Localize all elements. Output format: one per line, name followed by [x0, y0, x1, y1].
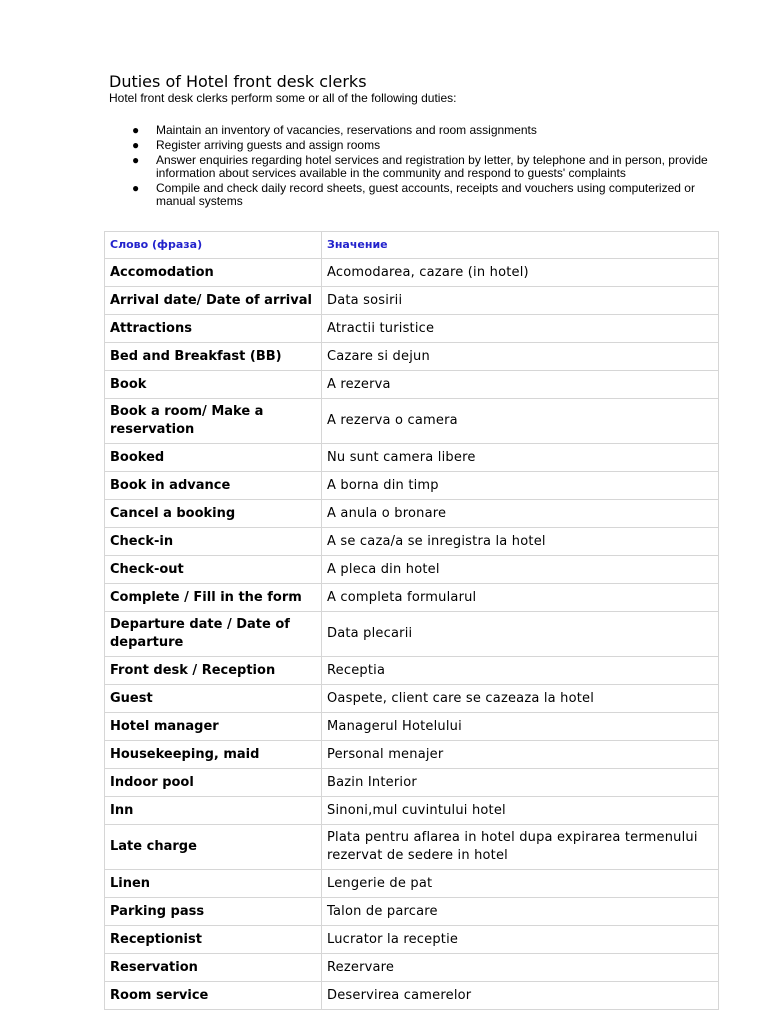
- bullet-icon: ●: [132, 153, 140, 167]
- page-title: Duties of Hotel front desk clerks: [109, 72, 367, 91]
- meaning-cell: Personal menajer: [322, 741, 719, 769]
- duty-text: Register arriving guests and assign rooms: [156, 138, 381, 152]
- meaning-cell: Lucrator la receptie: [322, 926, 719, 954]
- list-item: [109, 139, 709, 152]
- meaning-cell: A borna din timp: [322, 472, 719, 500]
- duties-list: [109, 124, 709, 210]
- table-row: [105, 870, 719, 898]
- term-cell: Front desk / Reception: [105, 657, 322, 685]
- table-row: [105, 954, 719, 982]
- table-row: [105, 926, 719, 954]
- term-cell: Departure date / Date of departure: [105, 612, 322, 657]
- term-cell: Book in advance: [105, 472, 322, 500]
- meaning-cell: Lengerie de pat: [322, 870, 719, 898]
- meaning-cell: Rezervare: [322, 954, 719, 982]
- term-cell: Guest: [105, 685, 322, 713]
- meaning-cell: Data sosirii: [322, 287, 719, 315]
- meaning-cell: Receptia: [322, 657, 719, 685]
- meaning-cell: A anula o bronare: [322, 500, 719, 528]
- term-cell: Hotel manager: [105, 713, 322, 741]
- term-cell: Book: [105, 371, 322, 399]
- meaning-cell: Cazare si dejun: [322, 343, 719, 371]
- table-row: [105, 500, 719, 528]
- table-row: [105, 287, 719, 315]
- term-cell: Reservation: [105, 954, 322, 982]
- term-cell: Inn: [105, 797, 322, 825]
- table-row: [105, 982, 719, 1010]
- term-cell: Book a room/ Make a reservation: [105, 399, 322, 444]
- table-row: [105, 657, 719, 685]
- meaning-cell: Bazin Interior: [322, 769, 719, 797]
- table-row: [105, 685, 719, 713]
- term-cell: Housekeeping, maid: [105, 741, 322, 769]
- term-cell: Linen: [105, 870, 322, 898]
- term-cell: Check-out: [105, 556, 322, 584]
- term-cell: Arrival date/ Date of arrival: [105, 287, 322, 315]
- term-cell: Booked: [105, 444, 322, 472]
- meaning-cell: A completa formularul: [322, 584, 719, 612]
- table-row: [105, 444, 719, 472]
- term-cell: Complete / Fill in the form: [105, 584, 322, 612]
- vocabulary-table: [104, 231, 719, 1010]
- list-item: [109, 154, 709, 180]
- table-row: [105, 399, 719, 444]
- intro-text: Hotel front desk clerks perform some or all of the following duties:: [109, 91, 457, 105]
- table-row: [105, 315, 719, 343]
- list-item: [109, 124, 709, 137]
- table-row: [105, 556, 719, 584]
- term-cell: Accomodation: [105, 259, 322, 287]
- bullet-icon: ●: [132, 138, 140, 152]
- term-cell: Parking pass: [105, 898, 322, 926]
- meaning-cell: Oaspete, client care se cazeaza la hotel: [322, 685, 719, 713]
- table-row: [105, 371, 719, 399]
- meaning-cell: Atractii turistice: [322, 315, 719, 343]
- duty-text: Maintain an inventory of vacancies, reservations and room assignments: [156, 123, 537, 137]
- table-row: [105, 713, 719, 741]
- list-item: [109, 182, 709, 208]
- column-header-meaning: Значение: [322, 232, 719, 259]
- meaning-cell: A se caza/a se inregistra la hotel: [322, 528, 719, 556]
- meaning-cell: A rezerva: [322, 371, 719, 399]
- column-header-term: Слово (фраза): [105, 232, 322, 259]
- bullet-icon: ●: [132, 181, 140, 195]
- bullet-icon: ●: [132, 123, 140, 137]
- table-row: [105, 259, 719, 287]
- table-row: [105, 343, 719, 371]
- term-cell: Receptionist: [105, 926, 322, 954]
- meaning-cell: Acomodarea, cazare (in hotel): [322, 259, 719, 287]
- table-row: [105, 825, 719, 870]
- table-row: [105, 769, 719, 797]
- table-row: [105, 898, 719, 926]
- table-row: [105, 612, 719, 657]
- term-cell: Room service: [105, 982, 322, 1010]
- meaning-cell: A rezerva o camera: [322, 399, 719, 444]
- meaning-cell: Data plecarii: [322, 612, 719, 657]
- term-cell: Bed and Breakfast (BB): [105, 343, 322, 371]
- term-cell: Cancel a booking: [105, 500, 322, 528]
- duty-text: Answer enquiries regarding hotel services and registration by letter, by telephone and in person, provide information about services available in the community and respond to guests' complaints: [156, 153, 708, 180]
- duty-text: Compile and check daily record sheets, guest accounts, receipts and vouchers using computerized or manual systems: [156, 181, 695, 208]
- meaning-cell: A pleca din hotel: [322, 556, 719, 584]
- meaning-cell: Deservirea camerelor: [322, 982, 719, 1010]
- table-row: [105, 584, 719, 612]
- table-row: [105, 528, 719, 556]
- table-row: [105, 741, 719, 769]
- table-row: [105, 797, 719, 825]
- term-cell: Attractions: [105, 315, 322, 343]
- meaning-cell: Managerul Hotelului: [322, 713, 719, 741]
- meaning-cell: Talon de parcare: [322, 898, 719, 926]
- meaning-cell: Sinoni,mul cuvintului hotel: [322, 797, 719, 825]
- term-cell: Late charge: [105, 825, 322, 870]
- term-cell: Indoor pool: [105, 769, 322, 797]
- table-row: [105, 472, 719, 500]
- meaning-cell: Plata pentru aflarea in hotel dupa expirarea termenului rezervat de sedere in hotel: [322, 825, 719, 870]
- meaning-cell: Nu sunt camera libere: [322, 444, 719, 472]
- term-cell: Check-in: [105, 528, 322, 556]
